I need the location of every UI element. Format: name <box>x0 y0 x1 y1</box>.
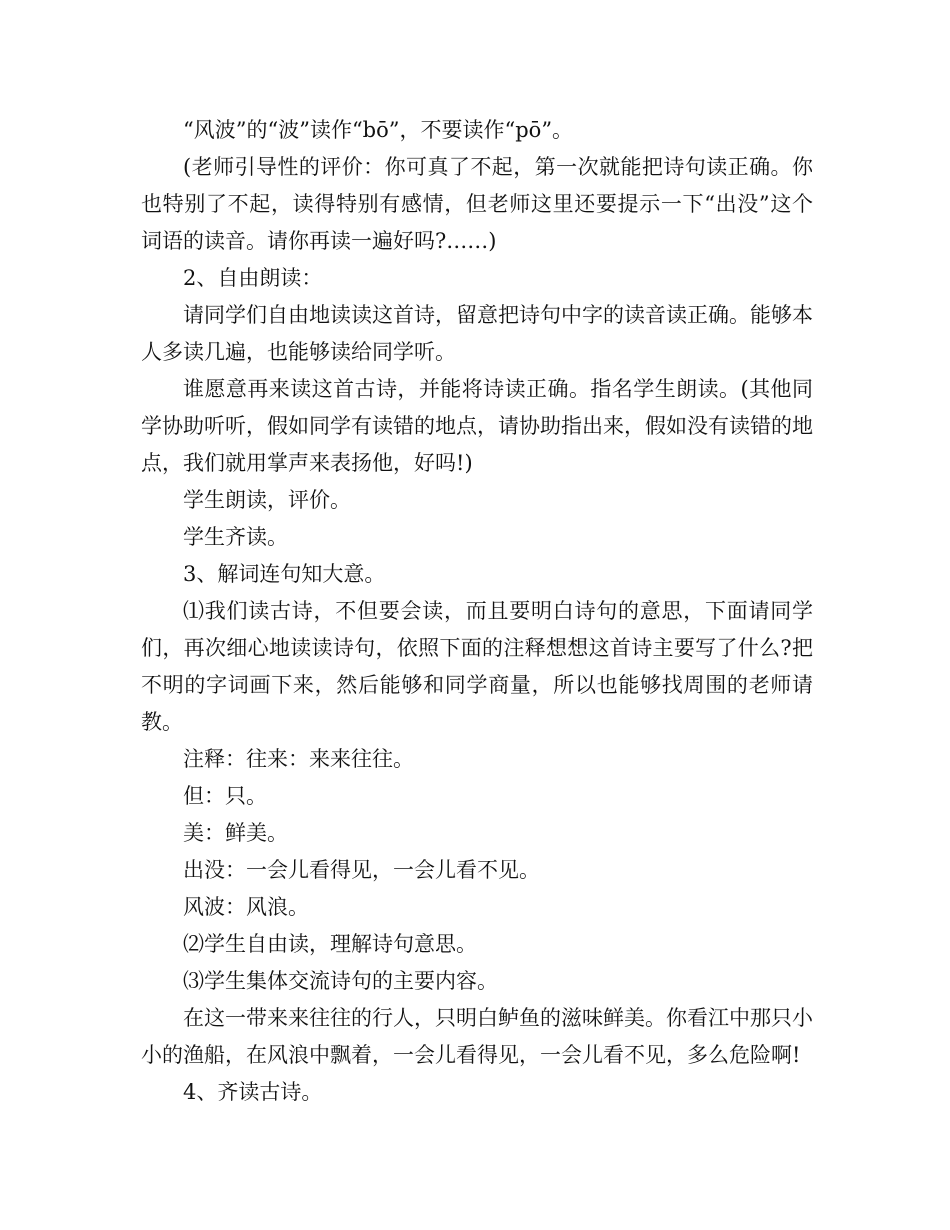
paragraph: 2、自由朗读： <box>183 266 323 290</box>
paragraph: 学生齐读。 <box>183 525 288 549</box>
paragraph: 4、齐读古诗。 <box>183 1080 323 1104</box>
paragraph: 风波：风浪。 <box>183 895 309 919</box>
paragraph: ⑵学生自由读，理解诗句意思。 <box>183 932 477 956</box>
paragraph: “风波”的“波”读作“bō”，不要读作“pō”。 <box>183 118 574 142</box>
paragraph: 注释：往来：来来往往。 <box>183 747 414 771</box>
paragraph: (老师引导性的评价：你可真了不起，第一次就能把诗句读正确。你也特别了不起，读得特别有感情，但老师这里还要提示一下“出没”这个词语的读音。请你再读一遍好吗?……) <box>141 155 813 253</box>
paragraph: 出没：一会儿看得见，一会儿看不见。 <box>183 858 540 882</box>
paragraph: ⑴我们读古诗，不但要会读，而且要明白诗句的意思，下面请同学们，再次细心地读读诗句，依照下面的注释想想这首诗主要写了什么?把不明的字词画下来，然后能够和同学商量，所以也能够找周围的老师请教。 <box>141 599 813 734</box>
paragraph: 但：只。 <box>183 784 267 808</box>
paragraph: 3、解词连句知大意。 <box>183 562 386 586</box>
paragraph: 学生朗读，评价。 <box>183 488 351 512</box>
paragraph: 美：鲜美。 <box>183 821 288 845</box>
paragraph: ⑶学生集体交流诗句的主要内容。 <box>183 969 498 993</box>
paragraph: 谁愿意再来读这首古诗，并能将诗读正确。指名学生朗读。(其他同学协助听听，假如同学有读错的地点，请协助指出来，假如没有读错的地点，我们就用掌声来表扬他，好吗!) <box>141 377 813 475</box>
paragraph: 在这一带来来往往的行人，只明白鲈鱼的滋味鲜美。你看江中那只小小的渔船，在风浪中飘着，一会儿看得见，一会儿看不见，多么危险啊! <box>141 1006 813 1067</box>
document-body <box>141 112 813 1111</box>
paragraph: 请同学们自由地读读这首诗，留意把诗句中字的读音读正确。能够本人多读几遍，也能够读给同学听。 <box>141 303 813 364</box>
